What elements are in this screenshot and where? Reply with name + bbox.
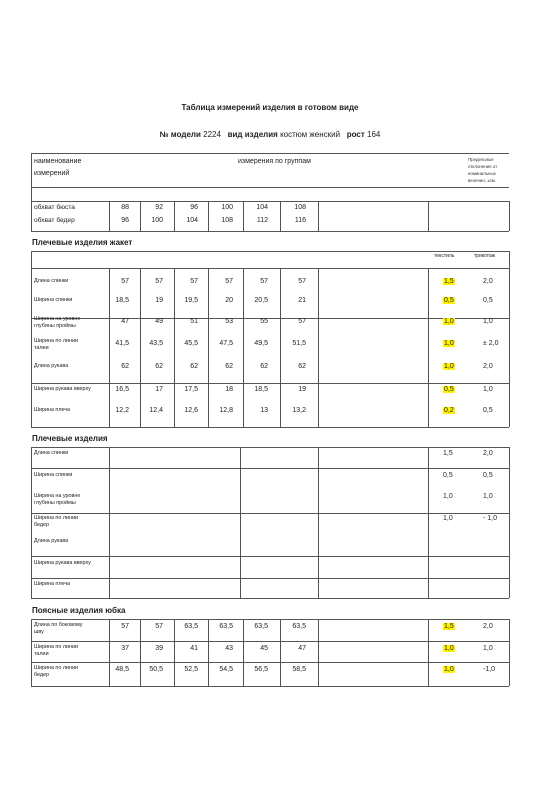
row-rule <box>31 686 509 687</box>
row-rule <box>31 556 509 557</box>
jacket-row-textile-2 <box>443 318 455 325</box>
jacket-row-5-value-5: 19 <box>298 386 306 393</box>
header-left-rule <box>31 153 32 201</box>
jacket-row-2-value-3: 53 <box>225 318 233 325</box>
row-rule <box>31 598 509 599</box>
jacket-row-3-value-0: 41,5 <box>115 340 129 347</box>
height-value: 164 <box>367 130 381 139</box>
jacket-row-3-value-5: 51,5 <box>292 340 306 347</box>
name-col-header-2: измерений <box>34 170 70 177</box>
section1-top-rule <box>31 251 509 252</box>
jacket-row-3-value-2: 45,5 <box>184 340 198 347</box>
row-rule <box>31 513 509 514</box>
tolerance-note-1: Предельные <box>468 157 494 162</box>
shoulder-row-knit-3: - 1,0 <box>483 515 498 522</box>
skirt-row-1-value-3: 43 <box>225 645 233 652</box>
jacket-row-5-value-1: 17 <box>155 386 163 393</box>
column-rule <box>318 268 319 427</box>
row-rule <box>31 578 509 579</box>
skirt-row-textile-2 <box>443 666 455 673</box>
skirt-row-knit-2: -1,0 <box>483 666 496 673</box>
jacket-row-1-value-3: 20 <box>225 297 233 304</box>
header-bottom-rule <box>31 187 509 188</box>
jacket-row-label-2-0: Ширина на уровне <box>34 316 81 322</box>
jacket-row-label-5-0: Ширина рукава вверху <box>34 386 91 392</box>
jacket-row-label-3-1: талии <box>34 345 49 351</box>
section-jacket-title: Плечевые изделия жакет <box>32 238 133 247</box>
base-row-label-0: обхват бюста <box>34 204 75 211</box>
header-top-rule <box>31 153 509 154</box>
base-row-1-value-0: 96 <box>121 217 129 224</box>
skirt-row-knit-1: 1,0 <box>483 645 493 652</box>
shoulder-row-knit-2: 1,0 <box>483 493 493 500</box>
jacket-row-textile-1-highlight: 0,5 <box>444 297 454 304</box>
jacket-row-label-1-0: Ширина спинки <box>34 297 73 303</box>
jacket-row-2-value-2: 51 <box>190 318 198 325</box>
column-rule <box>140 268 141 427</box>
jacket-row-textile-1 <box>443 297 455 304</box>
jacket-row-6-value-0: 12,2 <box>115 407 129 414</box>
jacket-row-0-value-5: 57 <box>298 278 306 285</box>
jacket-row-4-value-2: 62 <box>190 363 198 370</box>
skirt-row-textile-0-highlight: 1,5 <box>444 623 454 630</box>
row-rule <box>31 268 509 269</box>
jacket-row-knit-1: 0,5 <box>483 297 493 304</box>
row-rule <box>31 447 509 448</box>
jacket-row-textile-2-highlight: 1,0 <box>444 318 454 325</box>
jacket-row-6-value-5: 13,2 <box>292 407 306 414</box>
base-top-rule <box>31 201 509 202</box>
kind-value: костюм женский <box>280 130 341 139</box>
jacket-row-textile-5-highlight: 0,5 <box>444 386 454 393</box>
shoulder-row-knit-1: 0,5 <box>483 472 493 479</box>
base-bottom-rule <box>31 231 509 232</box>
jacket-row-1-value-2: 19,5 <box>184 297 198 304</box>
skirt-row-label-0-1: шву <box>34 629 44 635</box>
column-rule <box>243 268 244 427</box>
jacket-row-1-value-4: 20,5 <box>254 297 268 304</box>
column-rule <box>31 619 32 686</box>
jacket-row-textile-0-highlight: 1,5 <box>444 278 454 285</box>
section-skirt-title: Поясные изделия юбка <box>32 606 126 615</box>
base-row-label-1: обхват бедер <box>34 217 75 224</box>
shoulder-row-label-2-1: глубины проймы <box>34 500 76 506</box>
tolerance-note-3: номинальных <box>468 171 496 176</box>
jacket-row-textile-3 <box>443 340 455 347</box>
jacket-row-0-value-2: 57 <box>190 278 198 285</box>
base-row-1-value-2: 104 <box>186 217 198 224</box>
jacket-row-label-4-0: Длина рукава <box>34 363 69 369</box>
jacket-row-1-value-5: 21 <box>298 297 306 304</box>
base-row-1-value-5: 116 <box>294 217 306 224</box>
column-rule <box>509 268 510 427</box>
skirt-row-label-0-0: Длина по боковому <box>34 622 83 628</box>
jacket-row-label-3-0: Ширина по линии <box>34 338 79 344</box>
page-subtitle <box>0 130 540 139</box>
base-row-1-value-3: 108 <box>221 217 233 224</box>
jacket-row-5-value-0: 16,5 <box>115 386 129 393</box>
column-rule <box>31 268 32 427</box>
jacket-row-5-value-2: 17,5 <box>184 386 198 393</box>
tolerance-note-4: величин, ±см. <box>468 178 497 183</box>
model-value: 2224 <box>203 130 221 139</box>
skirt-row-textile-1-highlight: 1,0 <box>444 645 454 652</box>
jacket-row-6-value-2: 12,6 <box>184 407 198 414</box>
skirt-row-2-value-5: 58,5 <box>292 666 306 673</box>
jacket-row-2-value-5: 57 <box>298 318 306 325</box>
base-row-0-value-1: 92 <box>155 204 163 211</box>
row-rule <box>31 641 509 642</box>
shoulder-row-label-2-0: Ширина на уровне <box>34 493 81 499</box>
column-rule <box>318 447 319 598</box>
column-rule <box>109 447 110 598</box>
base-row-0-value-4: 104 <box>256 204 268 211</box>
column-rule <box>428 619 429 686</box>
row-rule <box>31 619 509 620</box>
row-rule <box>31 427 509 428</box>
jacket-row-4-value-1: 62 <box>155 363 163 370</box>
row-rule <box>31 468 509 469</box>
jacket-row-2-value-1: 49 <box>155 318 163 325</box>
kind-label: вид изделия <box>227 130 278 139</box>
column-rule <box>509 619 510 686</box>
skirt-row-1-value-2: 41 <box>190 645 198 652</box>
skirt-row-textile-0 <box>443 623 455 630</box>
shoulder-row-label-3-0: Ширина по линии <box>34 515 79 521</box>
skirt-row-0-value-0: 57 <box>121 623 129 630</box>
skirt-row-2-value-2: 52,5 <box>184 666 198 673</box>
jacket-row-4-value-0: 62 <box>121 363 129 370</box>
column-rule <box>318 619 319 686</box>
column-rule <box>240 447 241 598</box>
groups-header: измерения по группам <box>238 158 311 165</box>
jacket-row-4-value-5: 62 <box>298 363 306 370</box>
column-rule <box>280 268 281 427</box>
shoulder-row-knit-0: 2,0 <box>483 450 493 457</box>
jacket-row-5-value-3: 18 <box>225 386 233 393</box>
skirt-row-1-value-0: 37 <box>121 645 129 652</box>
skirt-row-label-2-0: Ширина по линии <box>34 665 79 671</box>
skirt-row-0-value-3: 63,5 <box>219 623 233 630</box>
shoulder-row-textile-0: 1,5 <box>443 450 453 457</box>
row-rule <box>31 383 509 384</box>
skirt-row-0-value-4: 63,5 <box>254 623 268 630</box>
column-rule <box>509 251 510 268</box>
jacket-row-textile-5 <box>443 386 455 393</box>
jacket-row-label-6-0: Ширина плеча <box>34 407 71 413</box>
column-rule <box>31 201 32 231</box>
row-rule <box>31 662 509 663</box>
shoulder-row-label-3-1: бедер <box>34 522 50 528</box>
tolerance-note-2: отклонения от <box>468 164 498 169</box>
jacket-row-knit-4: 2,0 <box>483 363 493 370</box>
jacket-row-1-value-0: 18,5 <box>115 297 129 304</box>
base-row-1-value-4: 112 <box>256 217 268 224</box>
column-rule <box>318 201 319 231</box>
jacket-row-3-value-3: 47,5 <box>219 340 233 347</box>
shoulder-row-textile-1: 0,5 <box>443 472 453 479</box>
model-label: № модели <box>159 130 201 139</box>
textile-label: текстиль <box>434 253 455 259</box>
jacket-row-3-value-1: 43,5 <box>149 340 163 347</box>
column-rule <box>31 447 32 598</box>
jacket-row-knit-2: 1,0 <box>483 318 493 325</box>
base-row-0-value-3: 100 <box>221 204 233 211</box>
jacket-row-0-value-1: 57 <box>155 278 163 285</box>
column-rule <box>509 447 510 598</box>
knit-label: трикотаж <box>474 253 496 259</box>
skirt-row-2-value-1: 50,5 <box>149 666 163 673</box>
jacket-row-label-0-0: Длина спинки <box>34 278 69 284</box>
name-col-header-1: наименование <box>34 158 82 165</box>
shoulder-row-label-6-0: Ширина плеча <box>34 581 71 587</box>
base-row-0-value-2: 96 <box>190 204 198 211</box>
section-shoulder-title: Плечевые изделия <box>32 434 108 443</box>
skirt-row-2-value-0: 48,5 <box>115 666 129 673</box>
jacket-row-textile-4 <box>443 363 455 370</box>
skirt-row-0-value-2: 63,5 <box>184 623 198 630</box>
shoulder-row-label-0-0: Длина спинки <box>34 450 69 456</box>
jacket-row-label-2-1: глубины проймы <box>34 323 76 329</box>
skirt-row-label-1-0: Ширина по линии <box>34 644 79 650</box>
skirt-row-1-value-1: 39 <box>155 645 163 652</box>
jacket-row-5-value-4: 18,5 <box>254 386 268 393</box>
jacket-row-textile-0 <box>443 278 455 285</box>
skirt-row-1-value-5: 47 <box>298 645 306 652</box>
jacket-row-6-value-1: 12,4 <box>149 407 163 414</box>
shoulder-row-label-1-0: Ширина спинки <box>34 472 73 478</box>
skirt-row-2-value-4: 56,5 <box>254 666 268 673</box>
page-title: Таблица измерений изделия в готовом виде <box>181 103 359 112</box>
skirt-row-knit-0: 2,0 <box>483 623 493 630</box>
skirt-row-0-value-1: 57 <box>155 623 163 630</box>
jacket-row-textile-4-highlight: 1,0 <box>444 363 454 370</box>
base-row-0-value-5: 108 <box>294 204 306 211</box>
skirt-row-2-value-3: 54,5 <box>219 666 233 673</box>
shoulder-row-label-4-0: Длина рукава <box>34 538 69 544</box>
column-rule <box>509 201 510 231</box>
skirt-row-textile-1 <box>443 645 455 652</box>
column-rule <box>428 201 429 231</box>
jacket-row-0-value-0: 57 <box>121 278 129 285</box>
shoulder-row-textile-3: 1,0 <box>443 515 453 522</box>
jacket-row-knit-3: ± 2,0 <box>483 340 499 347</box>
column-rule <box>208 268 209 427</box>
jacket-row-textile-3-highlight: 1,0 <box>444 340 454 347</box>
height-label: рост <box>346 130 365 139</box>
jacket-row-knit-6: 0,5 <box>483 407 493 414</box>
column-rule <box>31 251 32 268</box>
column-rule <box>428 268 429 427</box>
jacket-row-0-value-4: 57 <box>260 278 268 285</box>
jacket-row-3-value-4: 49,5 <box>254 340 268 347</box>
jacket-row-6-value-4: 13 <box>260 407 268 414</box>
jacket-row-knit-5: 1,0 <box>483 386 493 393</box>
skirt-row-textile-2-highlight: 1,0 <box>444 666 454 673</box>
base-row-0-value-0: 88 <box>121 204 129 211</box>
column-rule <box>428 447 429 598</box>
shoulder-row-label-5-0: Ширина рукава вверху <box>34 560 91 566</box>
skirt-row-1-value-4: 45 <box>260 645 268 652</box>
skirt-row-label-2-1: бедер <box>34 672 50 678</box>
jacket-row-1-value-1: 19 <box>155 297 163 304</box>
base-row-1-value-1: 100 <box>151 217 163 224</box>
column-rule <box>174 268 175 427</box>
jacket-row-textile-6 <box>443 407 455 414</box>
jacket-row-2-value-4: 55 <box>260 318 268 325</box>
skirt-row-0-value-5: 63,5 <box>292 623 306 630</box>
jacket-row-knit-0: 2,0 <box>483 278 493 285</box>
shoulder-row-textile-2: 1,0 <box>443 493 453 500</box>
column-rule <box>109 268 110 427</box>
jacket-row-textile-6-highlight: 0,2 <box>444 407 454 414</box>
skirt-row-label-1-1: талии <box>34 651 49 657</box>
jacket-row-6-value-3: 12,8 <box>219 407 233 414</box>
jacket-row-4-value-3: 62 <box>225 363 233 370</box>
jacket-row-0-value-3: 57 <box>225 278 233 285</box>
jacket-row-2-value-0: 47 <box>121 318 129 325</box>
jacket-row-4-value-4: 62 <box>260 363 268 370</box>
